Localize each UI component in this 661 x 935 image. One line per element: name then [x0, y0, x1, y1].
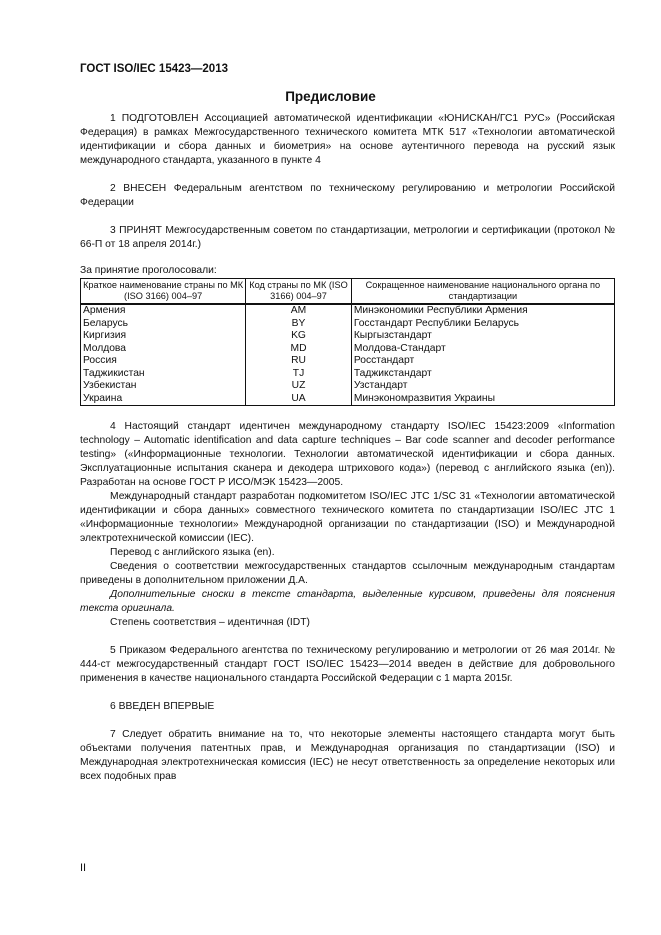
body-cell: Кыргызстандарт [351, 330, 614, 343]
paragraph-1-prepared: 1 ПОДГОТОВЛЕН Ассоциацией автоматической идентификации «ЮНИСКАН/ГС1 РУС» (Российская Федерация) в рамках Межгосударственного технического комитета МТК 517 «Технологии автоматической идентификации и сбора данных и биометрия» на основе аутентичного перевода на русский язык международного стандарта, указанного в пункте 4 [80, 113, 615, 166]
paragraph-5-order: 5 Приказом Федерального агентства по техническому регулированию и метрологии от 26 мая 2014г. № 444-ст межгосударственный стандарт ГОСТ ISO/IEC 15423—2014 введен в действие для добровольного применения в качестве национального стандарта Российской Федерации с 1 марта 2015г. [80, 645, 615, 684]
document-body [80, 112, 615, 784]
country-cell: Узбекистан [81, 380, 246, 393]
code-cell: BY [246, 318, 352, 331]
body-cell: Росстандарт [351, 355, 614, 368]
country-cell: Киргизия [81, 330, 246, 343]
table-row [81, 343, 615, 356]
code-cell: UA [246, 393, 352, 406]
country-cell: Беларусь [81, 318, 246, 331]
paragraph-4-degree: Степень соответствия – идентичная (IDT) [110, 617, 310, 628]
table-header-body: Сокращенное наименование национального органа по стандартизации [351, 279, 614, 305]
paragraph-4-correspondence: Сведения о соответствии межгосударственных стандартов ссылочным международным стандартам приведены в дополнительном приложении Д.А. [80, 561, 615, 586]
page-number: II [80, 862, 87, 874]
document-code-header: ГОСТ ISO/IEC 15423—2013 [80, 63, 228, 75]
table-row [81, 304, 615, 318]
section-title: Предисловие [285, 89, 376, 104]
voting-countries-table [80, 278, 615, 406]
paragraph-7-patents: 7 Следует обратить внимание на то, что некоторые элементы настоящего стандарта могут быть объектами получения патентных прав, и Международная организация по стандартизации (ISO) и Международная электротехническая комиссия (IEC) не несут ответственность за определение некоторых или всех подобных прав [80, 729, 615, 782]
table-row [81, 355, 615, 368]
body-cell: Таджикстандарт [351, 368, 614, 381]
table-row [81, 330, 615, 343]
table-header-code: Код страны по МК (ISO 3166) 004–97 [246, 279, 352, 305]
table-row [81, 380, 615, 393]
code-cell: KG [246, 330, 352, 343]
table-row [81, 393, 615, 406]
paragraph-4-developer: Международный стандарт разработан подкомитетом ISO/IEC JTC 1/SC 31 «Технологии автоматической идентификации и сбора данных» совместного технического комитета по стандартизации ISO/IEC JTC 1 «Информационные технологии» Международной организации по стандартизации (ISO) и Международной электротехнической комиссии (IEC). [80, 491, 615, 544]
body-cell: Молдова-Стандарт [351, 343, 614, 356]
code-cell: UZ [246, 380, 352, 393]
body-cell: Минэкономразвития Украины [351, 393, 614, 406]
country-cell: Армения [81, 304, 246, 318]
body-cell: Минэкономики Республики Армения [351, 304, 614, 318]
paragraph-3-adopted: 3 ПРИНЯТ Межгосударственным советом по стандартизации, метрологии и сертификации (протокол № 66-П от 18 апреля 2014г.) [80, 225, 615, 250]
code-cell: TJ [246, 368, 352, 381]
country-cell: Таджикистан [81, 368, 246, 381]
code-cell: RU [246, 355, 352, 368]
body-cell: Узстандарт [351, 380, 614, 393]
table-header-country: Краткое наименование страны по МК (ISO 3166) 004–97 [81, 279, 246, 305]
table-row [81, 318, 615, 331]
voting-caption: За принятие проголосовали: [80, 265, 217, 276]
paragraph-4-identical: 4 Настоящий стандарт идентичен международному стандарту ISO/IEC 15423:2009 «Information technology – Automatic identification and data capture techniques – Bar code scanner and decoder performance testing» («Информационные технологии. Технологии автоматической идентификации и сбора данных. Эксплуатационные испытания сканера и декодера штрихового кода») (перевод с английского языка (en)). Разработан на основе ГОСТ Р ИСО/МЭК 15423—2005. [80, 421, 615, 488]
country-cell: Россия [81, 355, 246, 368]
paragraph-4-translation: Перевод с английского языка (en). [110, 547, 275, 558]
paragraph-6-first-introduced: 6 ВВЕДЕН ВПЕРВЫЕ [110, 701, 215, 712]
paragraph-4-footnotes: Дополнительные сноски в тексте стандарта, выделенные курсивом, приведены для пояснения текста оригинала. [80, 589, 615, 614]
country-cell: Молдова [81, 343, 246, 356]
table-row [81, 368, 615, 381]
code-cell: AM [246, 304, 352, 318]
body-cell: Госстандарт Республики Беларусь [351, 318, 614, 331]
code-cell: MD [246, 343, 352, 356]
country-cell: Украина [81, 393, 246, 406]
table-header-row [81, 279, 615, 305]
paragraph-2-introduced: 2 ВНЕСЕН Федеральным агентством по техническому регулированию и метрологии Российской Федерации [80, 183, 615, 208]
